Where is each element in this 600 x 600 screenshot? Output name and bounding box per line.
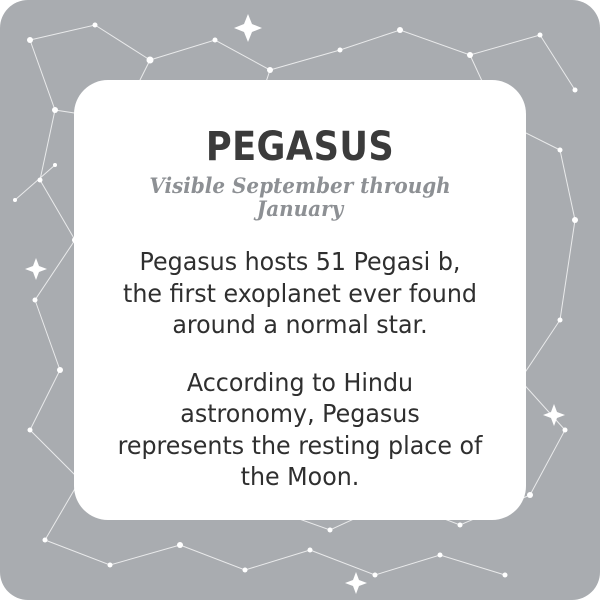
page-title: PEGASUS bbox=[205, 124, 395, 170]
visibility-subtitle: Visible September through January bbox=[149, 173, 451, 222]
fact-paragraph-2: According to Hindu astronomy, Pegasus represents the resting place of the Moon. bbox=[117, 367, 483, 492]
fact-paragraph-1: Pegasus hosts 51 Pegasi b, the first exoplanet ever found around a normal star. bbox=[123, 247, 477, 340]
info-panel bbox=[74, 80, 526, 520]
